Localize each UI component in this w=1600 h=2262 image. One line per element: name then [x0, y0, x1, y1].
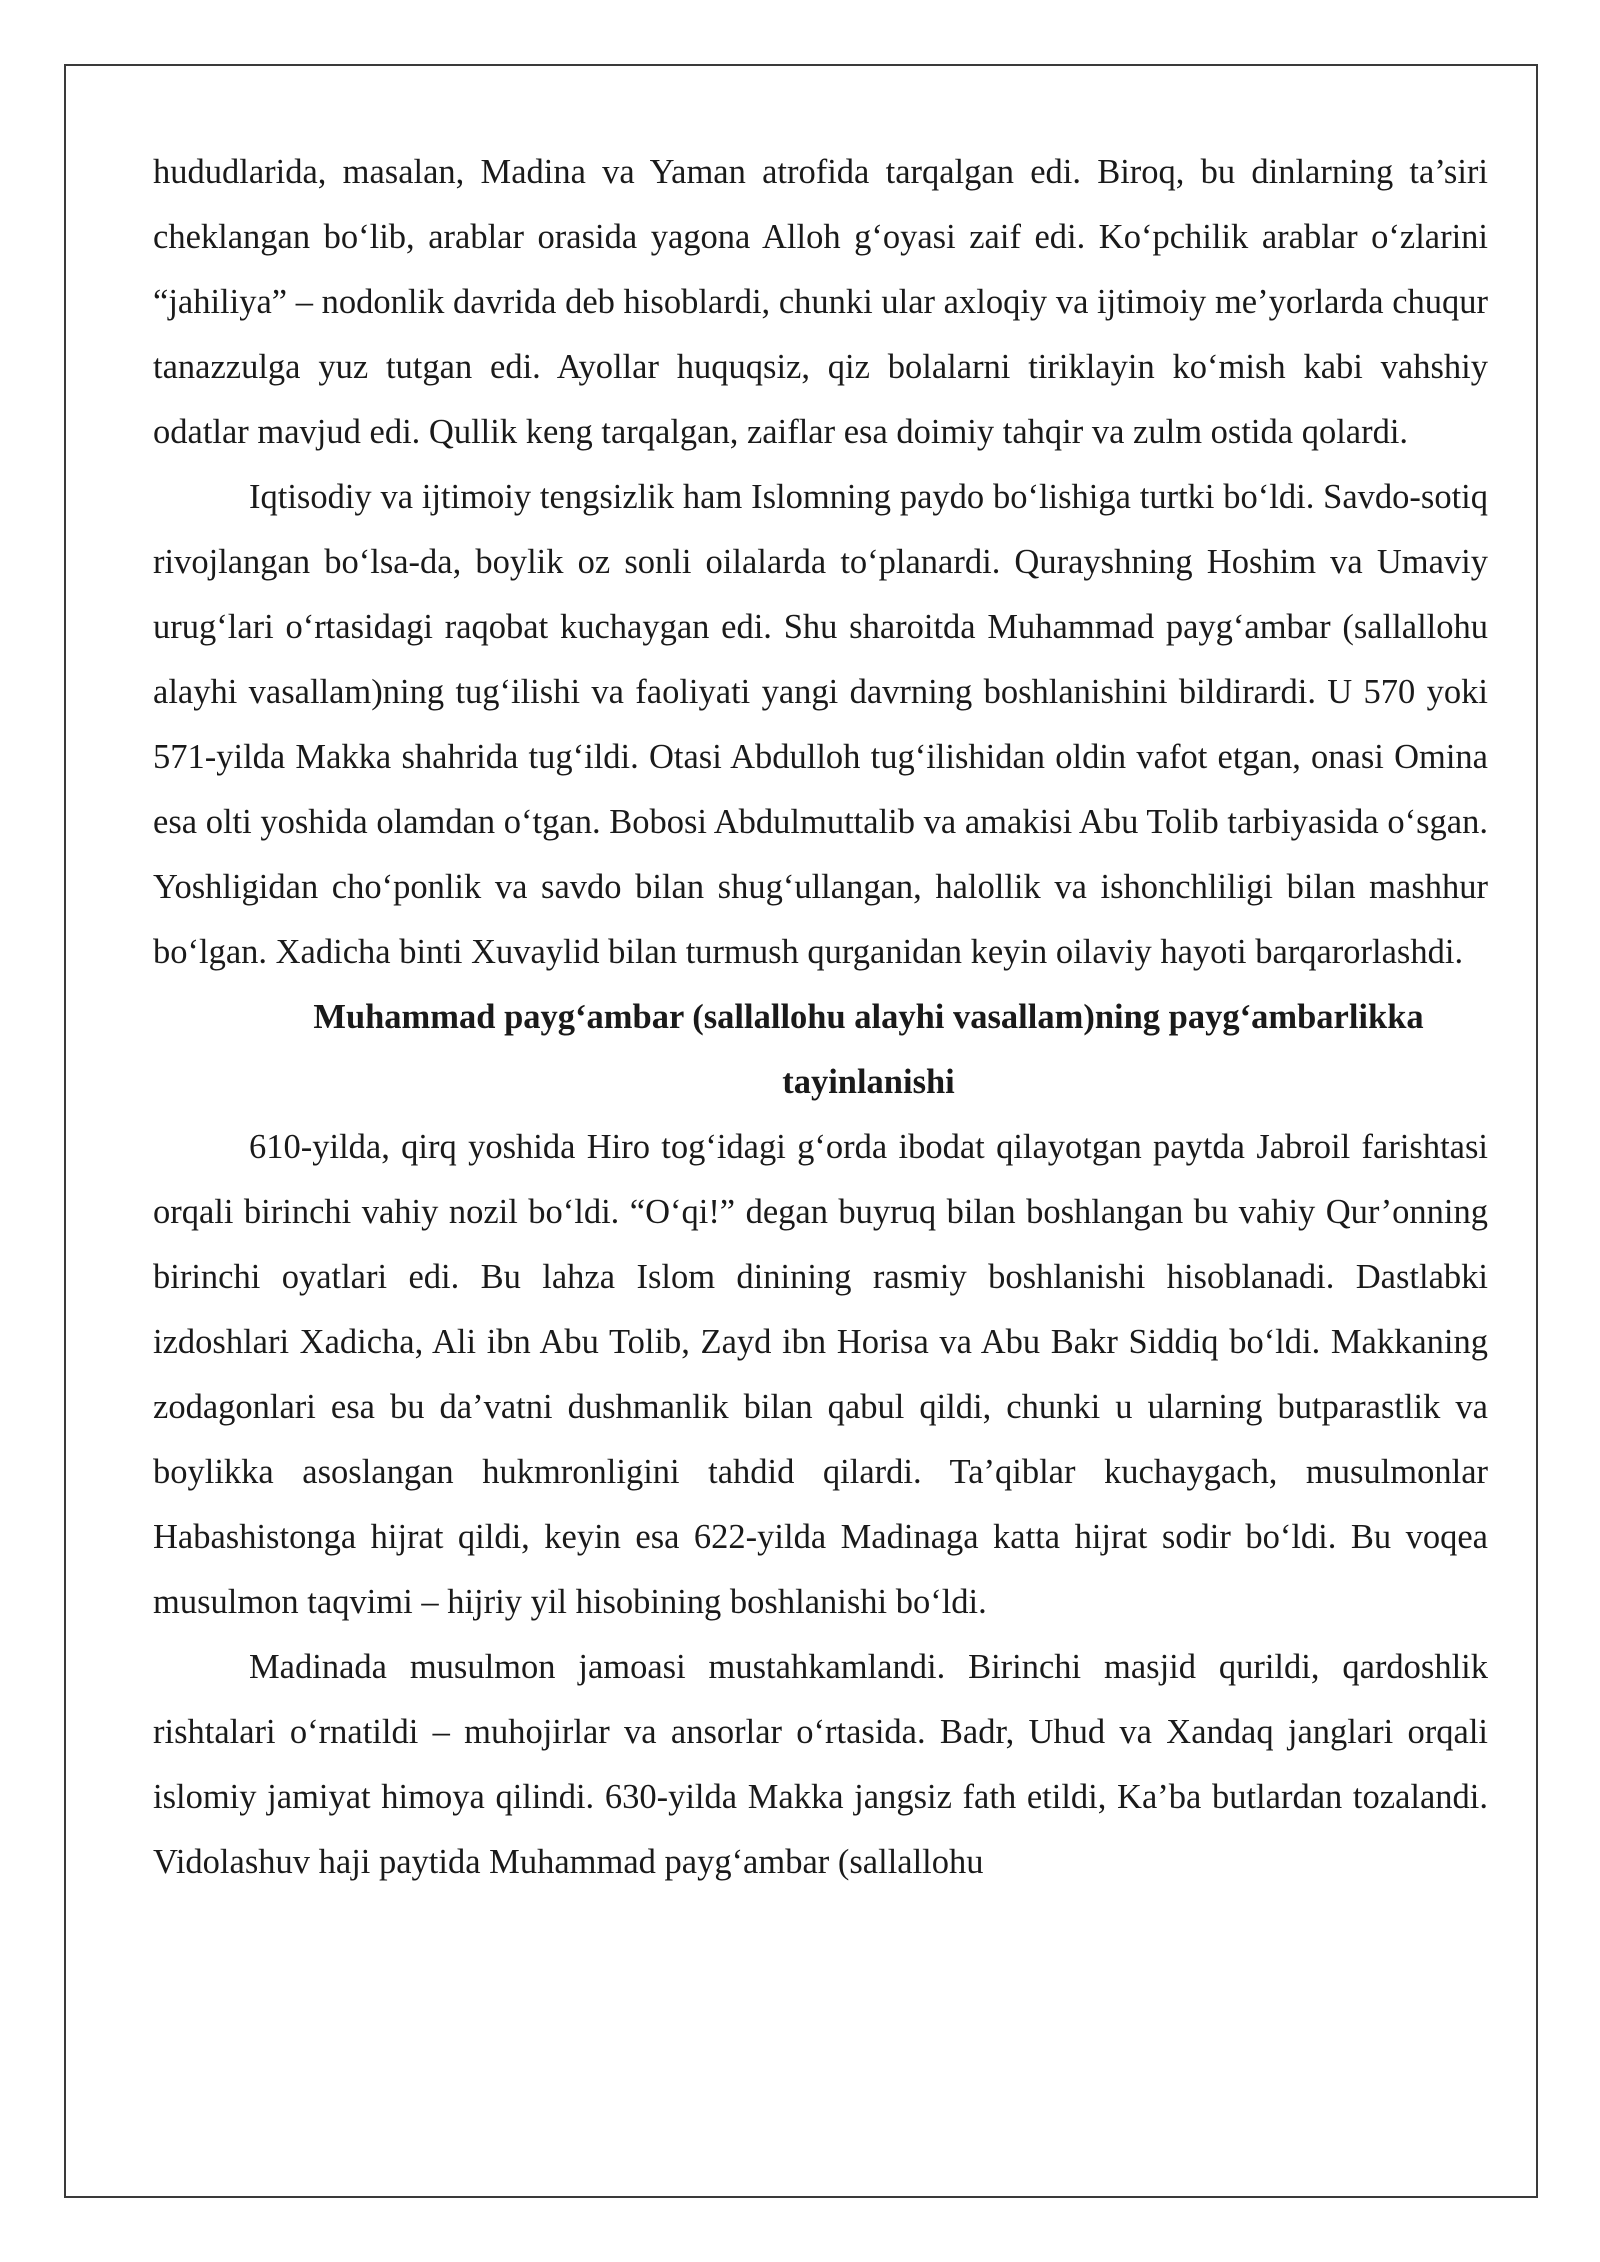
- paragraph-1: hududlarida, masalan, Madina va Yaman atrofida tarqalgan edi. Biroq, bu dinlarning ta’siri cheklangan bo‘lib, arablar orasida yagona Alloh g‘oyasi zaif edi. Ko‘pchilik arablar o‘zlarini “jahiliya” – nodonlik davrida deb hisoblardi, chunki ular axloqiy va ijtimoiy me’yorlarda chuqur tanazzulga yuz tutgan edi. Ayollar huquqsiz, qiz bolalarni tiriklayin ko‘mish kabi vahshiy odatlar mavjud edi. Qullik keng tarqalgan, zaiflar esa doimiy tahqir va zulm ostida qolardi.: [153, 153, 1488, 451]
- paragraph-2: Iqtisodiy va ijtimoiy tengsizlik ham Islomning paydo bo‘lishiga turtki bo‘ldi. Savdo-sotiq rivojlangan bo‘lsa-da, boylik oz sonli oilalarda to‘planardi. Qurayshning Hoshim va Umaviy urug‘lari o‘rtasidagi raqobat kuchaygan edi. Shu sharoitda Muhammad payg‘ambar (sallallohu alayhi vasallam)ning tug‘ilishi va faoliyati yangi davrning boshlanishini bildirardi. U 570 yoki 571-yilda Makka shahrida tug‘ildi. Otasi Abdulloh tug‘ilishidan oldin vafot etgan, onasi Omina esa olti yoshida olamdan o‘tgan. Bobosi Abdulmuttalib va amakisi Abu Tolib tarbiyasida o‘sgan. Yoshligidan cho‘ponlik va savdo bilan shug‘ullangan, halollik va ishonchliligi bilan mashhur bo‘lgan. Xadicha binti Xuvaylid bilan turmush qurganidan keyin oilaviy hayoti barqarorlashdi.: [153, 478, 1488, 971]
- paragraph-3: 610-yilda, qirq yoshida Hiro tog‘idagi g‘orda ibodat qilayotgan paytda Jabroil farishtasi orqali birinchi vahiy nozil bo‘ldi. “O‘qi!” degan buyruq bilan boshlangan bu vahiy Qur’onning birinchi oyatlari edi. Bu lahza Islom dinining rasmiy boshlanishi hisoblanadi. Dastlabki izdoshlari Xadicha, Ali ibn Abu Tolib, Zayd ibn Horisa va Abu Bakr Siddiq bo‘ldi. Makkaning zodagonlari esa bu da’vatni dushmanlik bilan qabul qildi, chunki u ularning butparastlik va boylikka asoslangan hukmronligini tahdid qilardi. Ta’qiblar kuchaygach, musulmonlar Habashistonga hijrat qildi, keyin esa 622-yilda Madinaga katta hijrat sodir bo‘ldi. Bu voqea musulmon taqvimi – hijriy yil hisobining boshlanishi bo‘ldi.: [153, 1128, 1488, 1621]
- section-heading: Muhammad payg‘ambar (sallallohu alayhi vasallam)ning payg‘ambarlikka tayinlanishi: [313, 998, 1424, 1101]
- paragraph-4: Madinada musulmon jamoasi mustahkamlandi. Birinchi masjid qurildi, qardoshlik rishtalari o‘rnatildi – muhojirlar va ansorlar o‘rtasida. Badr, Uhud va Xandaq janglari orqali islomiy jamiyat himoya qilindi. 630-yilda Makka jangsiz fath etildi, Ka’ba butlardan tozalandi. Vidolashuv haji paytida Muhammad payg‘ambar (sallallohu: [153, 1648, 1488, 1881]
- document-body: [153, 140, 1488, 1895]
